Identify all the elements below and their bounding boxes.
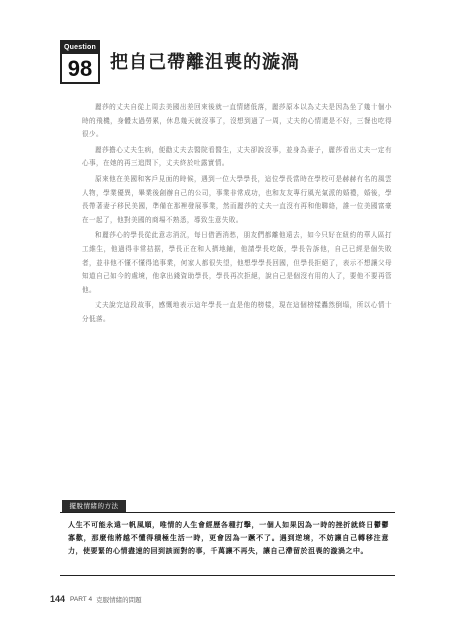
part-label: PART 4	[70, 595, 93, 603]
body-text	[82, 101, 392, 329]
question-badge-label: Question	[62, 42, 98, 54]
paragraph-3: 原來他在美國和客戶見面的時候，遇到一位大學學長，這位學長當時在學校可是赫赫有名的風雲人物，學業優異，畢業後創辦自己的公司，事業非常成功，也和友友專行風光氣派的婚禮，婚後，學長帶著妻子移民美國，準備在那裡發展事業，然而麗莎的丈夫一直沒有再和他聯絡，誰一位美國富豪在一起了，他對美國的商場不熟悉，導致生意失敗。	[82, 174, 392, 224]
part-title: 克服情緒的問題	[96, 595, 142, 604]
summary-box	[60, 512, 395, 576]
paragraph-2: 麗莎擔心丈夫生病，便勸丈夫去醫院看醫生，丈夫卻說沒事，並身為妻子，麗莎看出丈夫一定有心事，在她的再三追問下，丈夫終於吐露實情。	[82, 145, 392, 168]
page-title: 把自己帶離沮喪的漩渦	[110, 52, 300, 73]
summary-tab: 擺脫情緒的方法	[62, 500, 126, 512]
paragraph-4: 和麗莎心的學長從此意志消沉，每日借酒消愁，朋友們都離他遠去，如今只好在紐約的華人區打工維生，他過得非常拮据，學長正在和人擠地鋪，他請學長吃飯，學長告訴他，自己已經是個失敗者，並非他不懂不懂得追事業，何家人都很失望，他想學學長回國，但學長拒絕了，表示不想讓父母知道自己如今的處境，他拿出錢資助學長，學長再次拒絕，說自己是個沒有用的人了，要他不要再管他。	[82, 231, 392, 294]
page-footer	[50, 593, 142, 605]
paragraph-5: 丈夫說完這段故事，感慨地表示這年學長一直是他的榜樣，現在這個榜樣轟然倒塌，所以心情十分低落。	[82, 301, 392, 323]
page-number: 144	[50, 594, 66, 604]
paragraph-1: 麗莎的丈夫自從上周去美國出差回來後就一直情緒低落，麗莎原本以為丈夫是因為坐了幾十個小時的飛機，身體太過勞累，休息幾天就沒事了，沒想到過了一周，丈夫的心情還是不好，三餐也吃得很少。	[82, 103, 392, 139]
question-badge	[60, 40, 100, 84]
question-number: 98	[67, 56, 93, 81]
summary-text: 人生不可能永遠一帆風順，唯情的人生會經歷各種打擊，一個人如果因為一時的挫折就終日鬱鬱寡歡，那麼他將越不懂得積極生活一時，更會因為一蹶不了。遇到逆境，不妨讓自己轉移注意力，使要緊的心情盡速的回到該面對的事，千萬讓不再失，讓自己滯留於沮喪的漩渦之中。	[68, 521, 389, 555]
